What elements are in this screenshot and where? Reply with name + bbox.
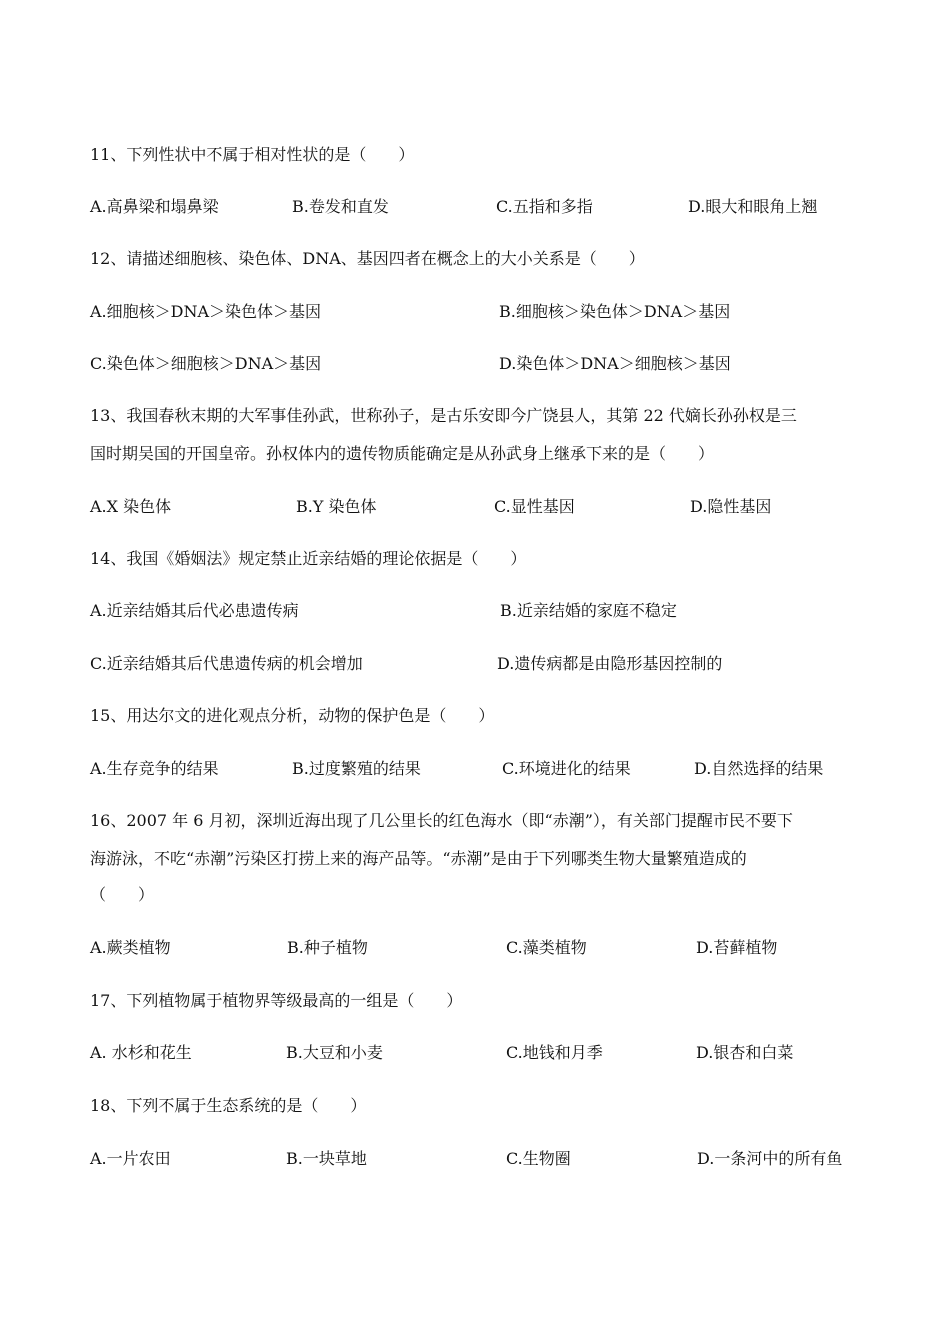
question-17-option-d: D.银杏和白菜: [696, 1043, 794, 1062]
question-13-option-a: A.X 染色体: [90, 497, 172, 516]
question-18-option-b: B.一块草地: [286, 1149, 367, 1168]
question-14-option-d: D.遗传病都是由隐形基因控制的: [497, 654, 723, 673]
question-13-stem-line-1: 13、我国春秋末期的大军事佳孙武，世称孙子，是古乐安即今广饶县人，其第 22 代嫡长孙孙权是三: [90, 406, 797, 425]
question-14-stem: 14、我国《婚姻法》规定禁止近亲结婚的理论依据是（ ）: [90, 549, 527, 568]
question-11-stem: 11、下列性状中不属于相对性状的是（ ）: [90, 145, 415, 164]
question-18-option-d: D.一条河中的所有鱼: [697, 1149, 843, 1168]
question-18-option-a: A.一片农田: [90, 1149, 171, 1168]
question-11-option-d: D.眼大和眼角上翘: [688, 197, 818, 216]
question-14-option-c: C.近亲结婚其后代患遗传病的机会增加: [90, 654, 363, 673]
question-13-option-b: B.Y 染色体: [296, 497, 377, 516]
question-15-option-d: D.自然选择的结果: [694, 759, 824, 778]
question-14-option-b: B.近亲结婚的家庭不稳定: [500, 601, 677, 620]
question-15-option-c: C.环境进化的结果: [502, 759, 631, 778]
question-12-option-c: C.染色体＞细胞核＞DNA＞基因: [90, 354, 322, 373]
question-15-option-a: A.生存竞争的结果: [90, 759, 219, 778]
question-15-option-b: B.过度繁殖的结果: [292, 759, 421, 778]
question-16-option-a: A.蕨类植物: [90, 938, 171, 957]
question-16-stem-line-2: 海游泳，不吃“赤潮”污染区打捞上来的海产品等。“赤潮”是由于下列哪类生物大量繁殖造成的: [90, 849, 747, 868]
question-12-option-b: B.细胞核＞染色体＞DNA＞基因: [499, 302, 731, 321]
question-12-option-d: D.染色体＞DNA＞细胞核＞基因: [499, 354, 731, 373]
question-11-option-c: C.五指和多指: [496, 197, 593, 216]
question-15-stem: 15、用达尔文的进化观点分析，动物的保护色是（ ）: [90, 706, 495, 725]
question-18-stem: 18、下列不属于生态系统的是（ ）: [90, 1096, 367, 1115]
question-11-option-a: A.高鼻梁和塌鼻梁: [90, 197, 219, 216]
question-17-stem: 17、下列植物属于植物界等级最高的一组是（ ）: [90, 991, 463, 1010]
question-12-option-a: A.细胞核＞DNA＞染色体＞基因: [90, 302, 322, 321]
question-16-option-d: D.苔藓植物: [696, 938, 778, 957]
question-16-stem-line-3: （ ）: [90, 885, 155, 904]
question-13-option-c: C.显性基因: [494, 497, 575, 516]
question-16-option-c: C.藻类植物: [506, 938, 587, 957]
question-17-option-b: B.大豆和小麦: [286, 1043, 383, 1062]
question-13-option-d: D.隐性基因: [690, 497, 772, 516]
question-14-option-a: A.近亲结婚其后代必患遗传病: [90, 601, 299, 620]
question-12-stem: 12、请描述细胞核、染色体、DNA、基因四者在概念上的大小关系是（ ）: [90, 249, 645, 268]
question-16-stem-line-1: 16、2007 年 6 月初，深圳近海出现了几公里长的红色海水（即“赤潮”），有关部门提醒市民不要下: [90, 811, 793, 830]
question-17-option-c: C.地钱和月季: [506, 1043, 603, 1062]
question-11-option-b: B.卷发和直发: [292, 197, 389, 216]
question-17-option-a: A. 水杉和花生: [90, 1043, 192, 1062]
question-18-option-c: C.生物圈: [506, 1149, 571, 1168]
question-13-stem-line-2: 国时期吴国的开国皇帝。孙权体内的遗传物质能确定是从孙武身上继承下来的是（ ）: [90, 444, 715, 463]
question-16-option-b: B.种子植物: [287, 938, 368, 957]
